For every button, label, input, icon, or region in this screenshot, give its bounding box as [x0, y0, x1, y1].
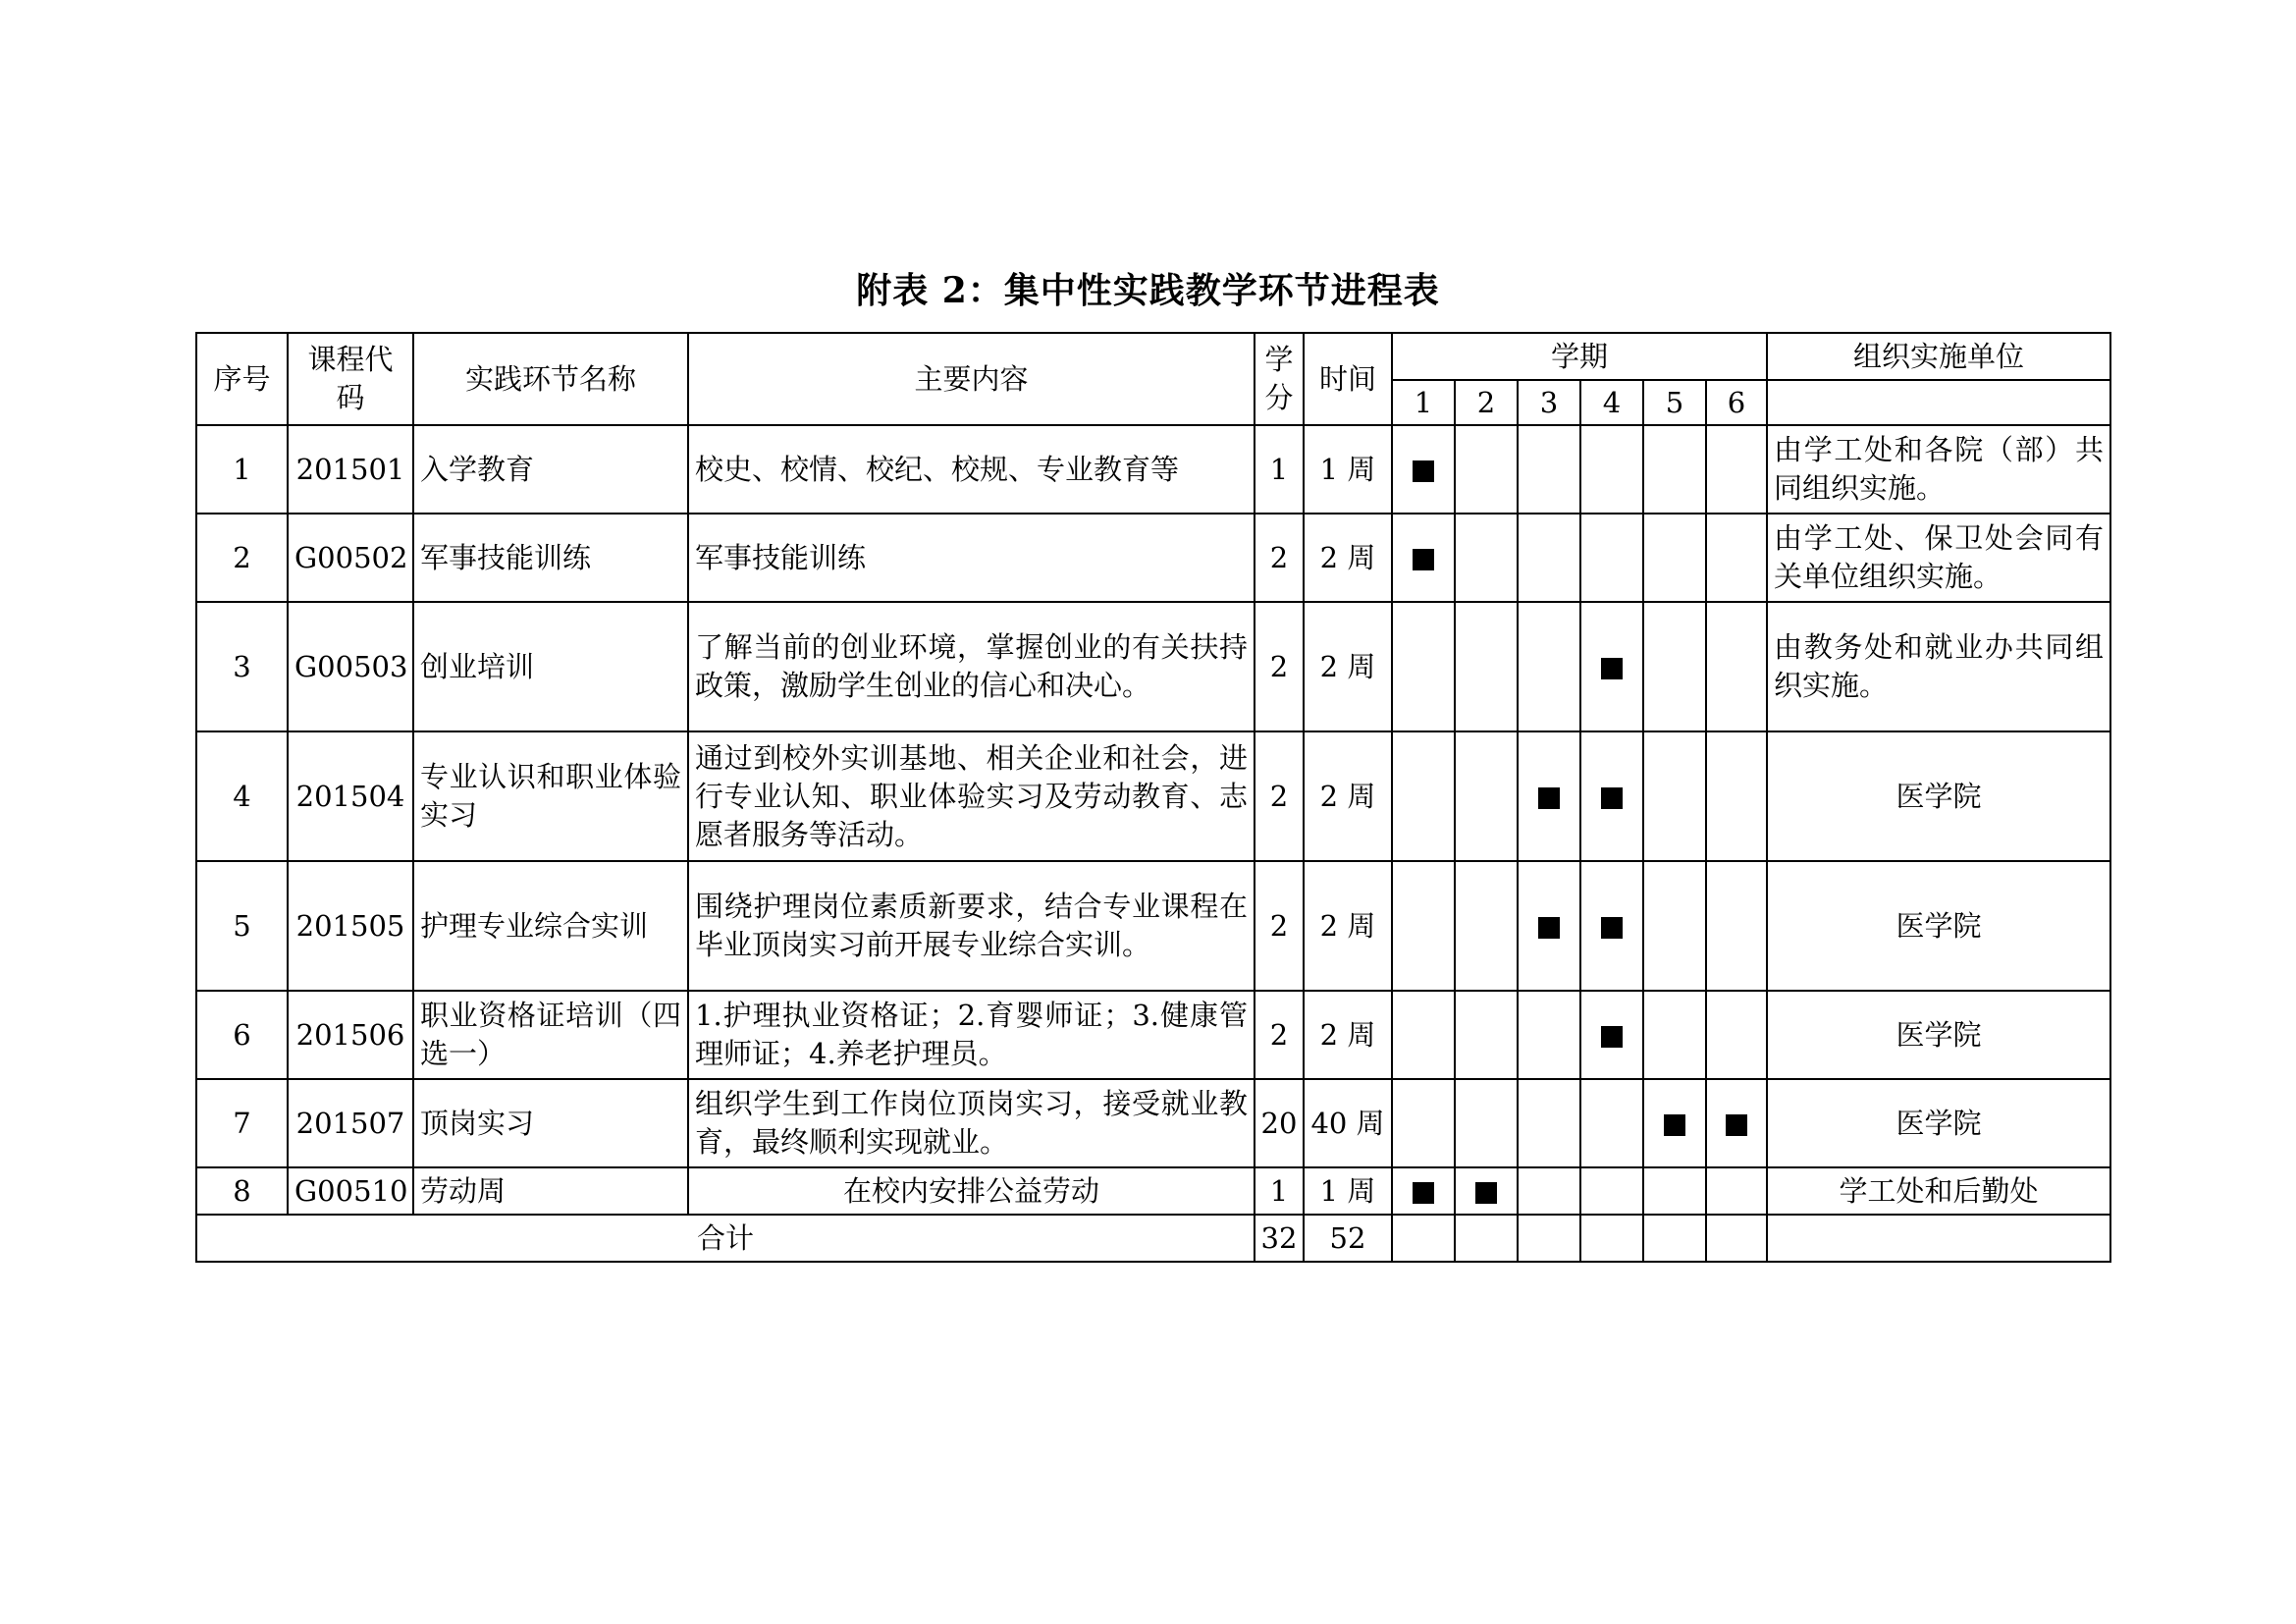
semester-cell — [1455, 1167, 1518, 1215]
row-credit: 1 — [1255, 425, 1304, 514]
semester-cell — [1643, 1215, 1706, 1262]
row-code: G00503 — [288, 602, 413, 731]
table-row — [196, 1079, 2110, 1167]
row-name: 军事技能训练 — [413, 514, 688, 602]
row-credit: 1 — [1255, 1167, 1304, 1215]
semester-number: 1 — [1392, 380, 1455, 425]
semester-cell — [1706, 991, 1767, 1079]
row-credit: 2 — [1255, 991, 1304, 1079]
header-org: 组织实施单位 — [1767, 333, 2110, 380]
row-seq: 7 — [196, 1079, 288, 1167]
semester-cell — [1518, 731, 1580, 861]
semester-cell — [1518, 602, 1580, 731]
header-org-blank — [1767, 380, 2110, 425]
semester-cell — [1706, 1079, 1767, 1167]
semester-cell — [1706, 1167, 1767, 1215]
semester-cell — [1643, 602, 1706, 731]
semester-cell — [1518, 861, 1580, 991]
header-time: 时间 — [1304, 333, 1392, 425]
row-content: 1.护理执业资格证；2.育婴师证；3.健康管理师证；4.养老护理员。 — [688, 991, 1255, 1079]
row-org: 学工处和后勤处 — [1767, 1167, 2110, 1215]
row-time: 40 周 — [1304, 1079, 1392, 1167]
row-code: 201504 — [288, 731, 413, 861]
row-name: 入学教育 — [413, 425, 688, 514]
semester-cell — [1455, 1215, 1518, 1262]
table-row — [196, 861, 2110, 991]
row-code: 201505 — [288, 861, 413, 991]
header-credit: 学分 — [1255, 333, 1304, 425]
row-code: G00510 — [288, 1167, 413, 1215]
semester-cell — [1643, 991, 1706, 1079]
semester-mark — [1413, 549, 1434, 570]
semester-mark — [1475, 1182, 1497, 1204]
header-seq: 序号 — [196, 333, 288, 425]
semester-mark — [1726, 1114, 1747, 1136]
semester-cell — [1643, 514, 1706, 602]
row-credit: 2 — [1255, 861, 1304, 991]
semester-cell — [1455, 731, 1518, 861]
semester-cell — [1392, 1079, 1455, 1167]
semester-cell — [1392, 425, 1455, 514]
row-credit: 2 — [1255, 602, 1304, 731]
semester-cell — [1643, 1079, 1706, 1167]
semester-cell — [1518, 425, 1580, 514]
row-content: 通过到校外实训基地、相关企业和社会，进行专业认知、职业体验实习及劳动教育、志愿者服务等活动。 — [688, 731, 1255, 861]
row-org: 由学工处和各院（部）共同组织实施。 — [1767, 425, 2110, 514]
row-content: 在校内安排公益劳动 — [688, 1167, 1255, 1215]
semester-cell — [1643, 861, 1706, 991]
semester-cell — [1643, 425, 1706, 514]
total-label: 合计 — [196, 1215, 1255, 1262]
semester-cell — [1392, 514, 1455, 602]
semester-cell — [1392, 1167, 1455, 1215]
semester-mark — [1664, 1114, 1685, 1136]
semester-cell — [1392, 861, 1455, 991]
semester-mark — [1601, 787, 1623, 809]
semester-mark — [1601, 917, 1623, 939]
row-time: 2 周 — [1304, 991, 1392, 1079]
semester-cell — [1580, 425, 1643, 514]
row-time: 2 周 — [1304, 514, 1392, 602]
row-time: 2 周 — [1304, 731, 1392, 861]
page-title: 附表 2：集中性实践教学环节进程表 — [856, 270, 1440, 311]
semester-cell — [1706, 1215, 1767, 1262]
semester-cell — [1518, 1167, 1580, 1215]
semester-cell — [1580, 514, 1643, 602]
row-name: 护理专业综合实训 — [413, 861, 688, 991]
semester-cell — [1580, 991, 1643, 1079]
row-org: 医学院 — [1767, 1079, 2110, 1167]
semester-number: 2 — [1455, 380, 1518, 425]
row-seq: 6 — [196, 991, 288, 1079]
row-name: 创业培训 — [413, 602, 688, 731]
table-row — [196, 1167, 2110, 1215]
semester-cell — [1518, 991, 1580, 1079]
semester-mark — [1601, 658, 1623, 679]
header-code: 课程代码 — [288, 333, 413, 425]
header-row — [196, 333, 2110, 380]
row-content: 围绕护理岗位素质新要求，结合专业课程在毕业顶岗实习前开展专业综合实训。 — [688, 861, 1255, 991]
table-row — [196, 425, 2110, 514]
semester-cell — [1643, 1167, 1706, 1215]
row-code: 201507 — [288, 1079, 413, 1167]
semester-number: 6 — [1706, 380, 1767, 425]
row-name: 劳动周 — [413, 1167, 688, 1215]
semester-cell — [1580, 602, 1643, 731]
semester-cell — [1518, 1215, 1580, 1262]
row-org: 由学工处、保卫处会同有关单位组织实施。 — [1767, 514, 2110, 602]
row-credit: 2 — [1255, 731, 1304, 861]
semester-cell — [1643, 731, 1706, 861]
semester-cell — [1706, 602, 1767, 731]
table-row — [196, 602, 2110, 731]
semester-cell — [1455, 991, 1518, 1079]
semester-number: 5 — [1643, 380, 1706, 425]
row-name: 顶岗实习 — [413, 1079, 688, 1167]
semester-cell — [1518, 1079, 1580, 1167]
semester-cell — [1455, 1079, 1518, 1167]
semester-cell — [1580, 1079, 1643, 1167]
row-code: 201501 — [288, 425, 413, 514]
semester-cell — [1580, 1215, 1643, 1262]
total-org — [1767, 1215, 2110, 1262]
semester-cell — [1580, 1167, 1643, 1215]
row-org: 医学院 — [1767, 731, 2110, 861]
row-time: 2 周 — [1304, 602, 1392, 731]
table-row — [196, 731, 2110, 861]
semester-cell — [1455, 602, 1518, 731]
semester-mark — [1538, 787, 1560, 809]
semester-number: 4 — [1580, 380, 1643, 425]
row-content: 了解当前的创业环境，掌握创业的有关扶持政策，激励学生创业的信心和决心。 — [688, 602, 1255, 731]
row-org: 由教务处和就业办共同组织实施。 — [1767, 602, 2110, 731]
semester-cell — [1706, 861, 1767, 991]
row-org: 医学院 — [1767, 991, 2110, 1079]
table-row — [196, 991, 2110, 1079]
row-content: 军事技能训练 — [688, 514, 1255, 602]
semester-cell — [1392, 602, 1455, 731]
semester-cell — [1392, 991, 1455, 1079]
row-code: 201506 — [288, 991, 413, 1079]
row-org: 医学院 — [1767, 861, 2110, 991]
row-content: 校史、校情、校纪、校规、专业教育等 — [688, 425, 1255, 514]
row-seq: 2 — [196, 514, 288, 602]
semester-cell — [1706, 731, 1767, 861]
row-seq: 3 — [196, 602, 288, 731]
practice-schedule-table — [195, 332, 2111, 1263]
header-content: 主要内容 — [688, 333, 1255, 425]
semester-mark — [1413, 460, 1434, 482]
semester-cell — [1706, 425, 1767, 514]
semester-cell — [1706, 514, 1767, 602]
header-semester: 学期 — [1392, 333, 1767, 380]
row-seq: 5 — [196, 861, 288, 991]
row-seq: 1 — [196, 425, 288, 514]
row-content: 组织学生到工作岗位顶岗实习，接受就业教育，最终顺利实现就业。 — [688, 1079, 1255, 1167]
semester-cell — [1455, 425, 1518, 514]
row-name: 专业认识和职业体验实习 — [413, 731, 688, 861]
semester-cell — [1580, 861, 1643, 991]
table-row — [196, 514, 2110, 602]
row-seq: 4 — [196, 731, 288, 861]
row-time: 2 周 — [1304, 861, 1392, 991]
header-name: 实践环节名称 — [413, 333, 688, 425]
total-time: 52 — [1304, 1215, 1392, 1262]
row-time: 1 周 — [1304, 1167, 1392, 1215]
semester-number: 3 — [1518, 380, 1580, 425]
row-code: G00502 — [288, 514, 413, 602]
row-name: 职业资格证培训（四选一） — [413, 991, 688, 1079]
semester-cell — [1392, 731, 1455, 861]
row-time: 1 周 — [1304, 425, 1392, 514]
semester-mark — [1601, 1026, 1623, 1048]
semester-cell — [1580, 731, 1643, 861]
semester-cell — [1455, 861, 1518, 991]
total-credit: 32 — [1255, 1215, 1304, 1262]
row-seq: 8 — [196, 1167, 288, 1215]
semester-cell — [1518, 514, 1580, 602]
semester-mark — [1538, 917, 1560, 939]
row-credit: 20 — [1255, 1079, 1304, 1167]
semester-cell — [1392, 1215, 1455, 1262]
total-row — [196, 1215, 2110, 1262]
semester-mark — [1413, 1182, 1434, 1204]
row-credit: 2 — [1255, 514, 1304, 602]
semester-cell — [1455, 514, 1518, 602]
